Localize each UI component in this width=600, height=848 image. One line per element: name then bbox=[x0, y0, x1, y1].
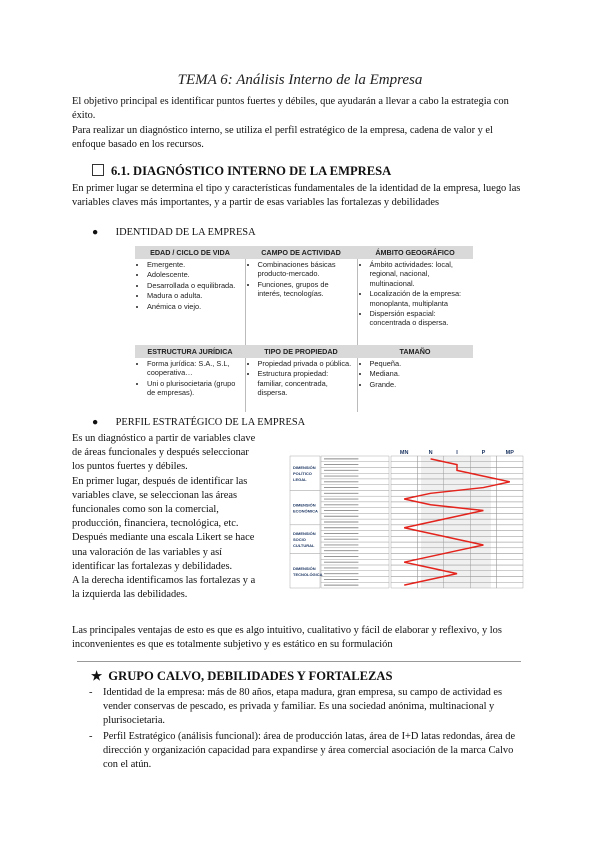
group-label: DIMENSIÓN bbox=[293, 531, 316, 537]
scale-cell bbox=[391, 565, 417, 571]
scale-cell bbox=[391, 542, 417, 548]
scale-cell bbox=[391, 473, 417, 479]
group-label: TECNOLÓGICA bbox=[293, 571, 323, 577]
scale-cell bbox=[497, 462, 523, 468]
list-item: • Localización de la empresa: monoplanta, multiplanta bbox=[370, 289, 471, 308]
list-item-text: Identidad de la empresa: más de 80 años, etapa madura, gran empresa, su campo de actividad es vender conservas de pescado, es privada y familiar. Es una sociedad anónima, multinacional y plurisocietaria. bbox=[103, 687, 503, 726]
checkbox-icon bbox=[92, 164, 104, 176]
header-campo: CAMPO DE ACTIVIDAD bbox=[245, 246, 357, 259]
scale-cell bbox=[497, 531, 523, 537]
scale-cell bbox=[391, 456, 417, 462]
group-label: DIMENSIÓN bbox=[293, 502, 316, 508]
section-heading-diagnostico bbox=[92, 164, 391, 179]
header-ambito: ÁMBITO GEOGRÁFICO bbox=[357, 246, 473, 259]
scale-cell bbox=[391, 508, 417, 514]
scale-cell bbox=[391, 485, 417, 491]
list-item: • Funciones, grupos de interés, tecnologías. bbox=[258, 280, 354, 299]
scale-cell bbox=[391, 502, 417, 508]
list-item-text: Perfil Estratégico (análisis funcional): área de producción latas, área de I+D latas redondas, área de dirección y organización capacidad para expandirse y área comercial asociación de la marca Calvo con el atún. bbox=[103, 731, 516, 770]
scale-label: I bbox=[456, 450, 458, 456]
section-text: En primer lugar se determina el tipo y características fundamentales de la identidad de la empresa, luego las variables claves más importantes, y a partir de esas variables las fortalezas y debilidades bbox=[72, 183, 521, 208]
list-item: • Estructura propiedad: familiar, concentrada, dispersa. bbox=[258, 369, 354, 397]
scale-cell bbox=[497, 577, 523, 583]
perfil-text-line: una valoración de las variables y así bbox=[72, 546, 223, 558]
scale-cell bbox=[497, 508, 523, 514]
scale-cell bbox=[391, 519, 417, 525]
perfil-text-line: Después mediante una escala Likert se hace bbox=[72, 532, 255, 544]
scale-cell bbox=[391, 531, 417, 537]
header-tamano: TAMAÑO bbox=[357, 345, 473, 358]
bullet-dot-icon: ● bbox=[92, 227, 99, 238]
perfil-text-line: Es un diagnóstico a partir de variables clave bbox=[72, 433, 256, 444]
scale-cell bbox=[497, 554, 523, 560]
identidad-table bbox=[135, 246, 473, 412]
list-item: • Mediana. bbox=[370, 369, 471, 378]
list-item: • Madura o adulta. bbox=[147, 291, 242, 300]
scale-cell bbox=[497, 496, 523, 502]
list-item: • Forma jurídica: S.A., S.L, cooperativa… bbox=[147, 359, 242, 378]
perfil-estrategico-chart bbox=[284, 446, 528, 594]
scale-cell bbox=[497, 571, 523, 577]
perfil-text-line: En primer lugar, después de identificar las bbox=[72, 475, 248, 487]
scale-cell bbox=[497, 536, 523, 542]
scale-cell bbox=[497, 490, 523, 496]
scale-cell bbox=[391, 513, 417, 519]
page-title: TEMA 6: Análisis Interno de la Empresa bbox=[177, 72, 423, 88]
scale-label: MN bbox=[399, 450, 409, 456]
ventajas-text: Las principales ventajas de esto es que es algo intuitivo, cualitativo y fácil de elaborar y reflexivo, y los inconvenientes es que es totalmente subjetivo y es estático en su formulación bbox=[72, 625, 502, 650]
perfil-text-line: producción, financiera, tecnológica, etc. bbox=[72, 518, 239, 530]
scale-cell bbox=[391, 548, 417, 554]
scale-cell bbox=[391, 479, 417, 485]
group-label: LEGAL bbox=[293, 477, 307, 483]
perfil-text-line: la izquierda las debilidades. bbox=[72, 589, 188, 601]
section-heading-grupo bbox=[91, 668, 393, 684]
group-label: CULTURAL bbox=[293, 543, 315, 549]
perfil-text-line: los puntos fuertes y débiles. bbox=[72, 461, 188, 473]
scale-cell bbox=[497, 485, 523, 491]
scale-label: P bbox=[481, 450, 486, 456]
list-item: • Emergente. bbox=[147, 260, 242, 269]
scale-cell bbox=[497, 502, 523, 508]
header-estructura: ESTRUCTURA JURÍDICA bbox=[135, 345, 245, 358]
list-item: - Perfil Estratégico (análisis funcional): área de producción latas, área de I+D latas redondas, área de dirección y organización capacidad para expandirse y área comercial asociación de la marca Calvo con el atún. bbox=[89, 731, 516, 770]
scale-cell bbox=[497, 519, 523, 525]
scale-cell bbox=[391, 536, 417, 542]
scale-cell bbox=[391, 554, 417, 560]
scale-cell bbox=[391, 577, 417, 583]
scale-cell bbox=[497, 565, 523, 571]
group-label: POLÍTICO bbox=[293, 471, 312, 477]
list-item: • Adolescente. bbox=[147, 270, 242, 279]
perfil-text-line: variables clave, se seleccionan las áreas bbox=[72, 489, 238, 501]
scale-label: N bbox=[428, 450, 433, 456]
group-label: DIMENSIÓN bbox=[293, 465, 316, 471]
scale-cell bbox=[497, 582, 523, 588]
header-propiedad: TIPO DE PROPIEDAD bbox=[245, 345, 357, 358]
list-item: • Ámbito actividades: local, regional, nacional, multinacional. bbox=[370, 260, 471, 288]
bullet-identidad bbox=[92, 227, 256, 238]
identidad-table-grid bbox=[135, 246, 473, 412]
scale-cell bbox=[391, 462, 417, 468]
bullet-identidad-label: IDENTIDAD DE LA EMPRESA bbox=[115, 227, 256, 238]
perfil-text-line: de áreas funcionales y después seleccionar bbox=[72, 447, 249, 459]
perfil-text bbox=[72, 432, 282, 602]
list-item: • Combinaciones básicas producto-mercado. bbox=[258, 260, 354, 279]
scale-cell bbox=[391, 571, 417, 577]
perfil-text-line: funcionales como son la comercial, bbox=[72, 504, 219, 516]
scale-cell bbox=[497, 473, 523, 479]
intro bbox=[72, 95, 528, 152]
list-item: • Anémica o viejo. bbox=[147, 302, 242, 311]
perfil-text-line: identificar las fortalezas y debilidades. bbox=[72, 560, 233, 572]
section-heading-text: 6.1. DIAGNÓSTICO INTERNO DE LA EMPRESA bbox=[111, 164, 392, 178]
header-edad: EDAD / CICLO DE VIDA bbox=[135, 246, 245, 259]
scale-cell bbox=[497, 525, 523, 531]
scale-cell bbox=[497, 548, 523, 554]
scale-cell bbox=[391, 490, 417, 496]
list-item: • Pequeña. bbox=[370, 359, 471, 368]
scale-label: MP bbox=[505, 450, 514, 456]
list-item: • Grande. bbox=[370, 380, 471, 389]
scale-cell bbox=[391, 467, 417, 473]
intro-paragraph-1: El objetivo principal es identificar puntos fuertes y débiles, que ayudarán a llevar a cabo la estrategia con éxito. bbox=[72, 96, 509, 121]
intro-paragraph-2: Para realizar un diagnóstico interno, se utiliza el perfil estratégico de la empresa, cadena de valor y el enfoque basado en los recursos. bbox=[72, 125, 493, 150]
divider bbox=[77, 661, 521, 662]
scale-cell bbox=[497, 513, 523, 519]
grupo-list bbox=[72, 686, 528, 774]
perfil-text-line: A la derecha identificamos las fortalezas y a bbox=[72, 575, 256, 587]
bullet-dot-icon: ● bbox=[92, 417, 99, 428]
list-item: - Identidad de la empresa: más de 80 años, etapa madura, gran empresa, su campo de actividad es vender conservas de pescado, es privada y familiar. Es una sociedad anónima, multinacional y plurisocietaria. bbox=[89, 687, 503, 726]
bullet-perfil bbox=[92, 417, 305, 428]
list-item: • Dispersión espacial: concentrada o dispersa. bbox=[370, 309, 471, 328]
scale-cell bbox=[497, 467, 523, 473]
list-item: • Uni o plurisocietaria (grupo de empresas). bbox=[147, 379, 242, 398]
scale-cell bbox=[497, 559, 523, 565]
scale-cell bbox=[497, 456, 523, 462]
bullet-perfil-label: PERFIL ESTRATÉGICO DE LA EMPRESA bbox=[115, 417, 306, 428]
list-item: • Propiedad privada o pública. bbox=[258, 359, 354, 368]
section-heading-text: GRUPO CALVO, DEBILIDADES Y FORTALEZAS bbox=[108, 669, 393, 683]
list-item: • Desarrollada o equilibrada. bbox=[147, 281, 242, 290]
star-icon: ★ bbox=[91, 669, 103, 683]
group-label: SOCIO bbox=[293, 537, 306, 543]
group-label: ECONÓMICA bbox=[293, 508, 318, 514]
scale-cell bbox=[497, 542, 523, 548]
group-label: DIMENSIÓN bbox=[293, 565, 316, 571]
